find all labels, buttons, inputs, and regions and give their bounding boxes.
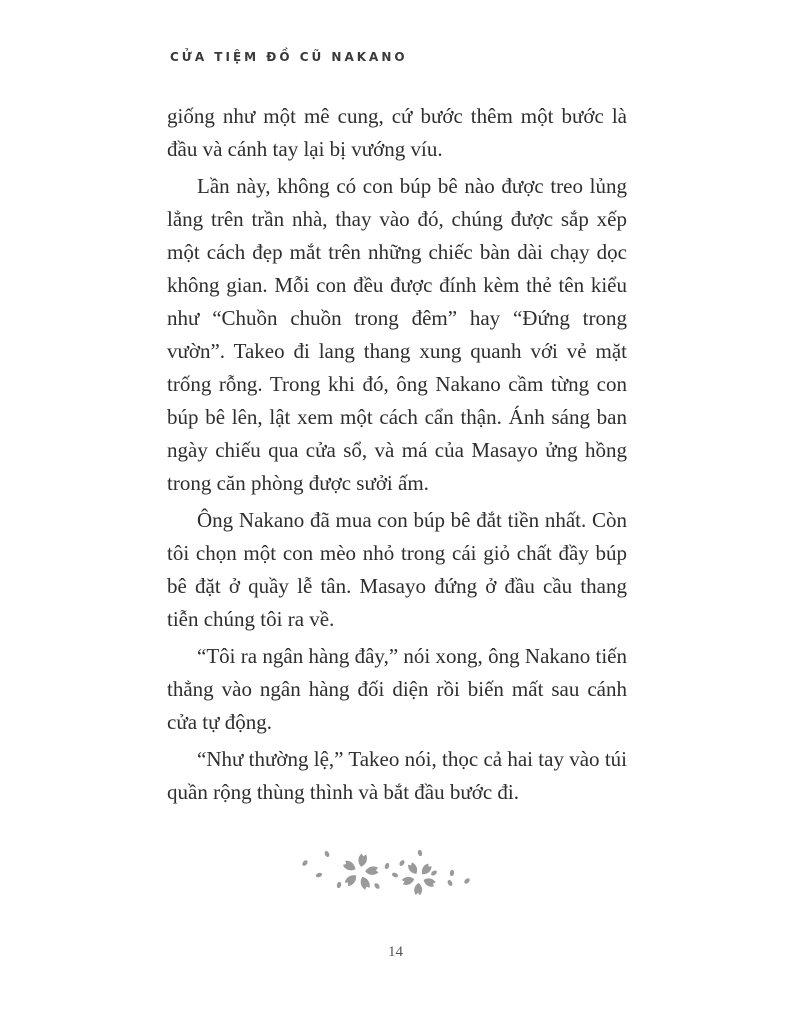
running-header: CỬA TIỆM ĐỒ CŨ NAKANO bbox=[170, 49, 408, 65]
page-number: 14 bbox=[388, 944, 403, 960]
body-text bbox=[167, 100, 627, 813]
sakura-flowers-icon bbox=[298, 843, 478, 903]
paragraph: “Tôi ra ngân hàng đây,” nói xong, ông Nakano tiến thẳng vào ngân hàng đối diện rồi biến mất sau cánh cửa tự động. bbox=[167, 644, 627, 734]
paragraph: Lần này, không có con búp bê nào được treo lủng lẳng trên trần nhà, thay vào đó, chúng được sắp xếp một cách đẹp mắt trên những chiếc bàn dài chạy dọc không gian. Mỗi con đều được đính kèm thẻ tên kiểu như “Chuồn chuồn trong đêm” hay “Đứng trong vườn”. Takeo đi lang thang xung quanh với vẻ mặt trống rỗng. Trong khi đó, ông Nakano cầm từng con búp bê lên, lật xem một cách cẩn thận. Ánh sáng ban ngày chiếu qua cửa sổ, và má của Masayo ửng hồng trong căn phòng được sưởi ấm. bbox=[167, 174, 627, 495]
paragraph: “Như thường lệ,” Takeo nói, thọc cả hai tay vào túi quần rộng thùng thình và bắt đầu bước đi. bbox=[167, 747, 627, 804]
paragraph-list bbox=[167, 100, 627, 809]
paragraph: giống như một mê cung, cứ bước thêm một bước là đầu và cánh tay lại bị vướng víu. bbox=[167, 104, 627, 161]
paragraph: Ông Nakano đã mua con búp bê đắt tiền nhất. Còn tôi chọn một con mèo nhỏ trong cái giỏ chất đầy búp bê đặt ở quầy lễ tân. Masayo đứng ở đầu cầu thang tiễn chúng tôi ra về. bbox=[167, 508, 627, 631]
sakura-ornament bbox=[298, 843, 478, 903]
